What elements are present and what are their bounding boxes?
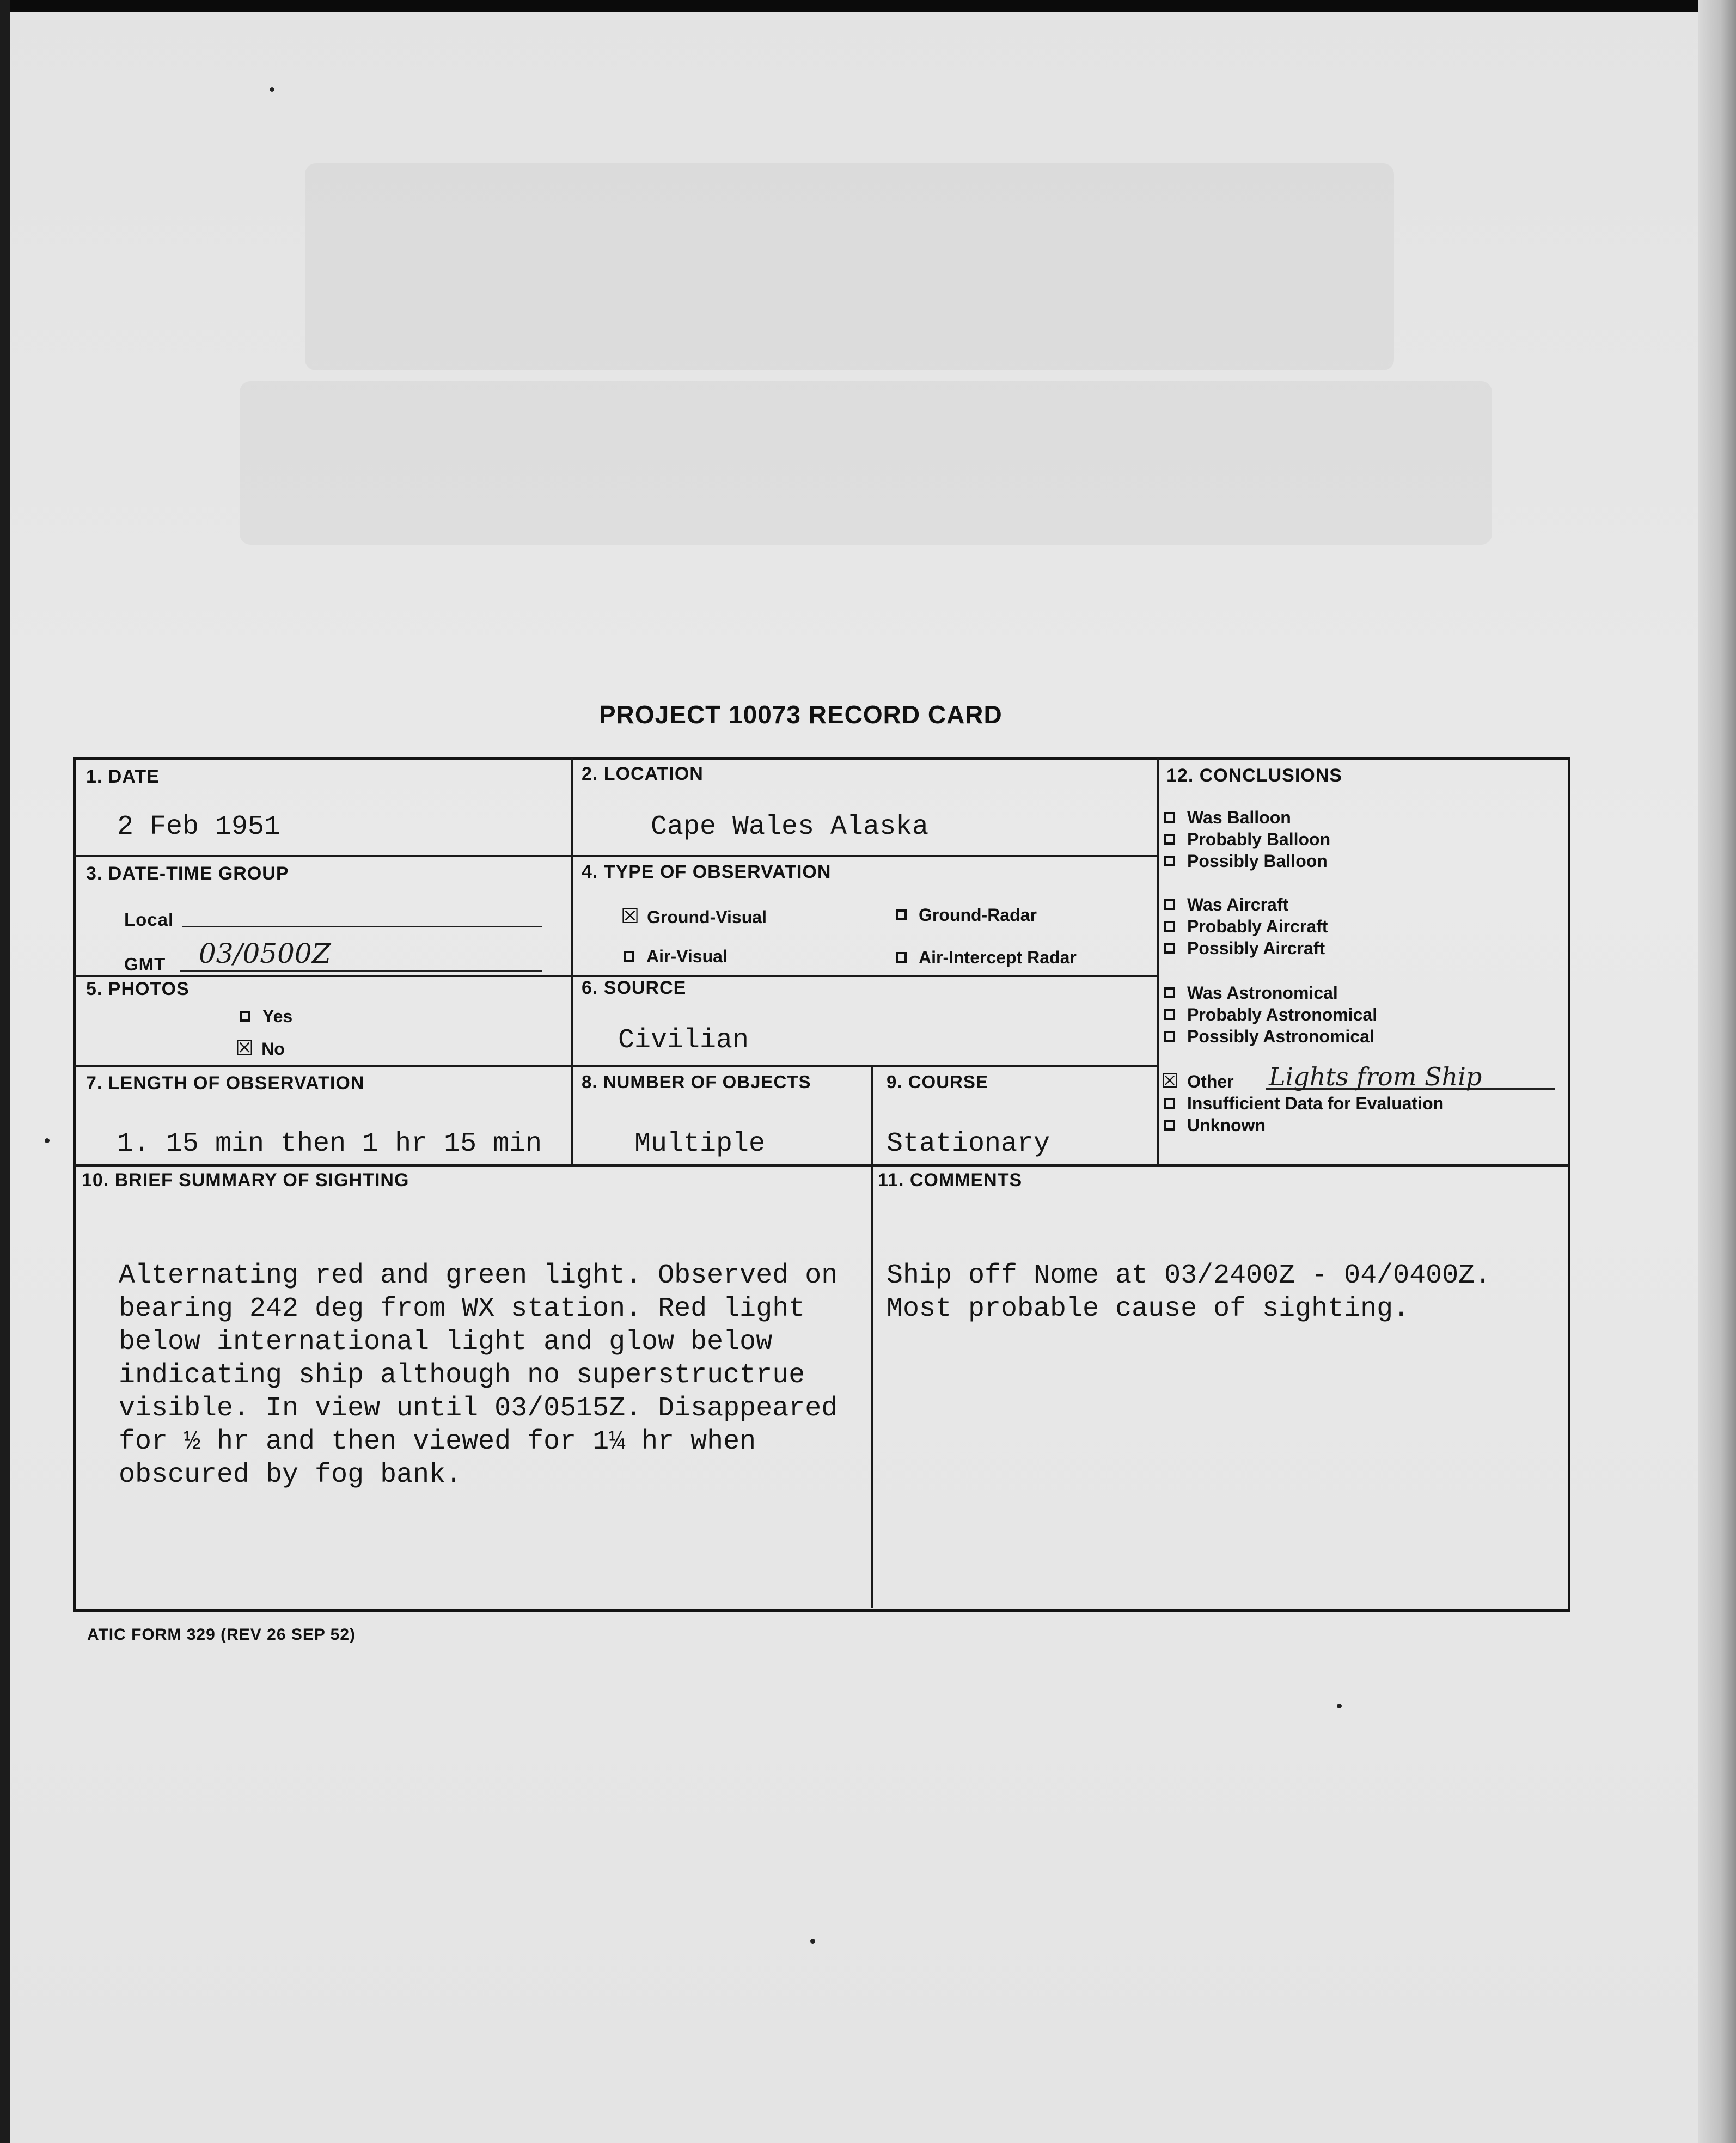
length-label: 7. LENGTH OF OBSERVATION bbox=[86, 1073, 365, 1094]
location-label: 2. LOCATION bbox=[582, 764, 704, 784]
gmt-label: GMT bbox=[124, 954, 166, 974]
summary-line: visible. In view until 03/0515Z. Disappeared bbox=[119, 1393, 838, 1424]
summary-line: below international light and glow below bbox=[119, 1327, 773, 1358]
date-value: 2 Feb 1951 bbox=[117, 811, 281, 842]
checkbox-icon bbox=[1164, 856, 1175, 866]
length-value: 1. 15 min then 1 hr 15 min bbox=[117, 1128, 542, 1159]
form-id: ATIC FORM 329 (REV 26 SEP 52) bbox=[87, 1626, 356, 1644]
rule bbox=[871, 1066, 873, 1165]
dust-speck bbox=[810, 1939, 815, 1944]
type-obs-option-air-intercept-radar[interactable]: Air-Intercept Radar bbox=[896, 948, 1077, 968]
conclusion-possibly-aircraft[interactable]: Possibly Aircraft bbox=[1164, 938, 1325, 958]
local-label: Local bbox=[124, 909, 174, 930]
conclusion-was-astronomical[interactable]: Was Astronomical bbox=[1164, 983, 1338, 1003]
card-title: PROJECT 10073 RECORD CARD bbox=[599, 700, 1003, 729]
bleed-through-ghost bbox=[240, 381, 1492, 545]
type-obs-option-air-visual[interactable]: Air-Visual bbox=[624, 947, 728, 967]
photos-label: 5. PHOTOS bbox=[86, 979, 190, 999]
checkbox-icon bbox=[1164, 943, 1175, 954]
summary-line: bearing 242 deg from WX station. Red light bbox=[119, 1293, 805, 1324]
checkbox-icon bbox=[1164, 899, 1175, 910]
conclusion-insufficient-data[interactable]: Insufficient Data for Evaluation bbox=[1164, 1094, 1444, 1114]
objects-label: 8. NUMBER OF OBJECTS bbox=[582, 1072, 811, 1092]
checkbox-icon bbox=[1164, 1031, 1175, 1042]
checkbox-icon bbox=[1164, 1098, 1175, 1109]
conclusion-possibly-balloon[interactable]: Possibly Balloon bbox=[1164, 851, 1328, 871]
checkbox-icon bbox=[624, 951, 634, 962]
checkbox-icon bbox=[1164, 987, 1175, 998]
course-label: 9. COURSE bbox=[887, 1072, 988, 1092]
type-obs-option-ground-radar[interactable]: Ground-Radar bbox=[896, 905, 1037, 925]
gmt-value: 03/0500Z bbox=[199, 938, 331, 969]
conclusion-probably-aircraft[interactable]: Probably Aircraft bbox=[1164, 917, 1328, 937]
bleed-through-ghost bbox=[305, 163, 1394, 370]
checkbox-icon bbox=[896, 952, 907, 963]
checkbox-icon bbox=[1164, 834, 1175, 845]
checkbox-icon bbox=[896, 909, 907, 920]
scan-edge-left bbox=[0, 0, 10, 2143]
summary-label: 10. BRIEF SUMMARY OF SIGHTING bbox=[82, 1170, 409, 1190]
location-value: Cape Wales Alaska bbox=[651, 811, 929, 842]
summary-text bbox=[119, 1193, 838, 1558]
conclusion-other[interactable]: ☒ Other bbox=[1161, 1070, 1234, 1092]
local-underline bbox=[182, 926, 542, 927]
rule bbox=[74, 1164, 1569, 1167]
course-value: Stationary bbox=[887, 1128, 1050, 1159]
comments-text bbox=[887, 1193, 1491, 1392]
type-obs-option-ground-visual[interactable]: ☒ Ground-Visual bbox=[621, 904, 767, 928]
objects-value: Multiple bbox=[634, 1128, 766, 1159]
comments-label: 11. COMMENTS bbox=[878, 1170, 1023, 1190]
scan-edge-right bbox=[1698, 0, 1736, 2143]
date-label: 1. DATE bbox=[86, 766, 160, 787]
photos-option-no[interactable]: ☒ No bbox=[235, 1036, 285, 1060]
summary-line: indicating ship although no superstructrue bbox=[119, 1360, 805, 1391]
checked-box-icon: ☒ bbox=[621, 904, 640, 928]
checkbox-icon bbox=[240, 1011, 250, 1022]
conclusion-unknown[interactable]: Unknown bbox=[1164, 1115, 1266, 1135]
checkbox-icon bbox=[1164, 1120, 1175, 1131]
conclusions-label: 12. CONCLUSIONS bbox=[1166, 765, 1342, 786]
conclusion-possibly-astronomical[interactable]: Possibly Astronomical bbox=[1164, 1027, 1374, 1047]
scan-edge-top bbox=[0, 0, 1736, 12]
rule bbox=[74, 975, 1158, 977]
conclusion-probably-balloon[interactable]: Probably Balloon bbox=[1164, 829, 1330, 850]
conclusion-was-balloon[interactable]: Was Balloon bbox=[1164, 808, 1291, 828]
dust-speck bbox=[1337, 1704, 1342, 1708]
comments-line: Ship off Nome at 03/2400Z - 04/0400Z. bbox=[887, 1260, 1492, 1291]
checkbox-icon bbox=[1164, 1009, 1175, 1020]
type-obs-label: 4. TYPE OF OBSERVATION bbox=[582, 862, 832, 882]
checked-box-icon: ☒ bbox=[1161, 1070, 1179, 1092]
checkbox-icon bbox=[1164, 812, 1175, 823]
summary-line: Alternating red and green light. Observed on bbox=[119, 1260, 838, 1291]
other-value: Lights from Ship bbox=[1269, 1062, 1482, 1091]
rule bbox=[1157, 758, 1159, 1165]
source-value: Civilian bbox=[618, 1025, 749, 1056]
photos-option-yes[interactable]: Yes bbox=[240, 1006, 292, 1027]
checkbox-icon bbox=[1164, 921, 1175, 932]
summary-line: obscured by fog bank. bbox=[119, 1460, 462, 1491]
comments-line: Most probable cause of sighting. bbox=[887, 1293, 1410, 1324]
dust-speck bbox=[270, 87, 274, 92]
summary-line: for ½ hr and then viewed for 1¼ hr when bbox=[119, 1426, 756, 1457]
checked-box-icon: ☒ bbox=[235, 1036, 254, 1060]
gmt-underline bbox=[180, 970, 542, 972]
dust-speck bbox=[45, 1138, 50, 1143]
conclusion-probably-astronomical[interactable]: Probably Astronomical bbox=[1164, 1005, 1377, 1025]
rule bbox=[571, 758, 573, 1165]
rule bbox=[74, 855, 1158, 857]
conclusion-was-aircraft[interactable]: Was Aircraft bbox=[1164, 895, 1288, 915]
source-label: 6. SOURCE bbox=[582, 978, 687, 998]
dtg-label: 3. DATE-TIME GROUP bbox=[86, 863, 289, 884]
rule bbox=[74, 1065, 1158, 1067]
